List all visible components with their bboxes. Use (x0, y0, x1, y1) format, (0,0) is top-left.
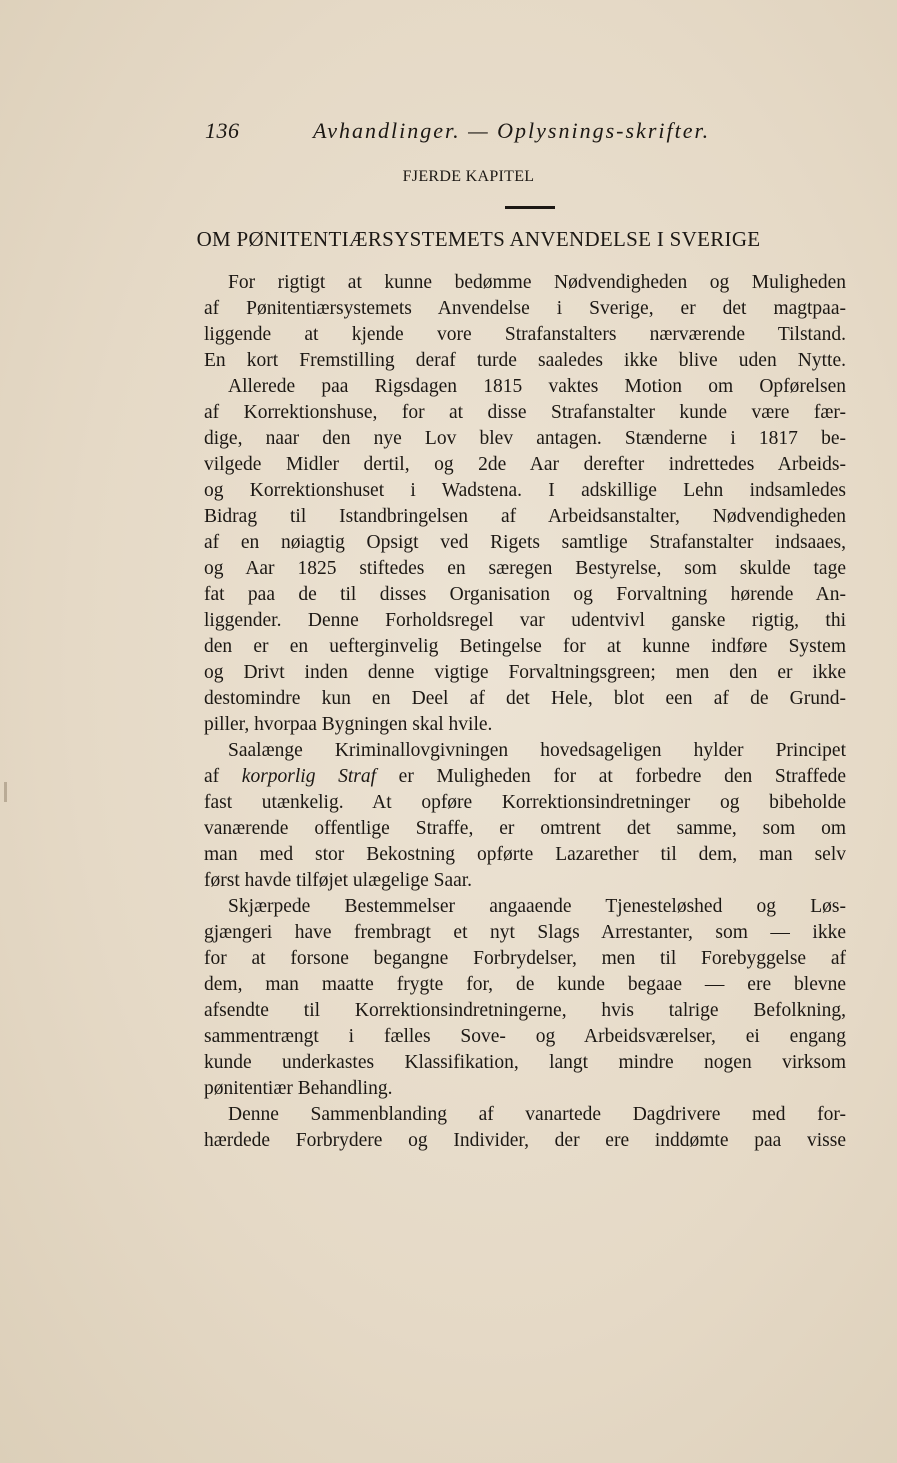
page-header (205, 118, 765, 148)
text-line: fat paa de til disses Organisation og Forvaltning hørende An- (204, 584, 846, 605)
text-line: For rigtigt at kunne bedømme Nødvendigheden og Muligheden (228, 272, 846, 293)
text-line: af en nøiagtig Opsigt ved Rigets samtlige Strafanstalter indsaaes, (204, 532, 846, 553)
text-line: Saalænge Kriminallovgivningen hovedsageligen hylder Principet (228, 740, 846, 761)
text-line: af Pønitentiærsystemets Anvendelse i Sverige, er det magtpaa- (204, 298, 846, 319)
text-line: hærdede Forbrydere og Individer, der ere inddømte paa visse (204, 1130, 846, 1151)
text-line: dem, man maatte frygte for, de kunde begaae — ere blevne (204, 974, 846, 995)
title-rule (505, 206, 555, 209)
text-line: gjængeri have frembragt et nyt Slags Arrestanter, som — ikke (204, 922, 846, 943)
text-line: og Drivt inden denne vigtige Forvaltningsgreen; men den er ikke (204, 662, 846, 683)
margin-mark (4, 782, 7, 802)
text-line: og Aar 1825 stiftedes en særegen Bestyrelse, som skulde tage (204, 558, 846, 579)
emphasis: korporlig Straf (241, 766, 377, 787)
text-line: fast utænkelig. At opføre Korrektionsindretninger og bibeholde (204, 792, 846, 813)
text-line: vilgede Midler dertil, og 2de Aar derefter indrettedes Arbeids- (204, 454, 846, 475)
text-line: Bidrag til Istandbringelsen af Arbeidsanstalter, Nødvendigheden (204, 506, 846, 527)
text-line: pønitentiær Behandling. (204, 1078, 393, 1099)
text-line: destomindre kun en Deel af det Hele, blot een af de Grund- (204, 688, 846, 709)
text-line: En kort Fremstilling deraf turde saaledes ikke blive uden Nytte. (204, 350, 846, 371)
text-line: kunde underkastes Klassifikation, langt mindre nogen virksom (204, 1052, 846, 1073)
text-line: for at forsone begangne Forbrydelser, men til Forebyggelse af (204, 948, 846, 969)
page-number: 136 (205, 118, 240, 143)
text-line: liggende at kjende vore Strafanstalters nærværende Tilstand. (204, 324, 846, 345)
body-text (204, 270, 846, 1154)
chapter-title: OM PØNITENTIÆRSYSTEMETS ANVENDELSE I SVERIGE (196, 227, 761, 251)
running-head: Avhandlinger. — Oplysnings-skrifter. (313, 118, 711, 143)
text-line: Denne Sammenblanding af vanartede Dagdrivere med for- (228, 1104, 846, 1125)
text-line: og Korrektionshuset i Wadstena. I adskillige Lehn indsamledes (204, 480, 846, 501)
text-line: af korporlig Straf er Muligheden for at forbedre den Straffede (204, 766, 846, 787)
text-line: først havde tilføjet ulægelige Saar. (204, 870, 473, 891)
text-line: af Korrektionshuse, for at disse Strafanstalter kunde være fær- (204, 402, 846, 423)
chapter-label: FJERDE KAPITEL (402, 168, 535, 185)
text-line: vanærende offentlige Straffe, er omtrent det samme, som om (204, 818, 846, 839)
text-line: Skjærpede Bestemmelser angaaende Tjenesteløshed og Løs- (228, 896, 846, 917)
text-line: dige, naar den nye Lov blev antagen. Stænderne i 1817 be- (204, 428, 846, 449)
text-line: den er en uefterginvelig Betingelse for at kunne indføre System (204, 636, 846, 657)
text-line: man med stor Bekostning opførte Lazarether til dem, man selv (204, 844, 846, 865)
text-line: Allerede paa Rigsdagen 1815 vaktes Motion om Opførelsen (228, 376, 846, 397)
text-line: afsendte til Korrektionsindretningerne, hvis talrige Befolkning, (204, 1000, 846, 1021)
text-line: liggender. Denne Forholdsregel var udentvivl ganske rigtig, thi (204, 610, 846, 631)
text-line: sammentrængt i fælles Sove- og Arbeidsværelser, ei engang (204, 1026, 846, 1047)
text-line: piller, hvorpaa Bygningen skal hvile. (204, 714, 493, 735)
